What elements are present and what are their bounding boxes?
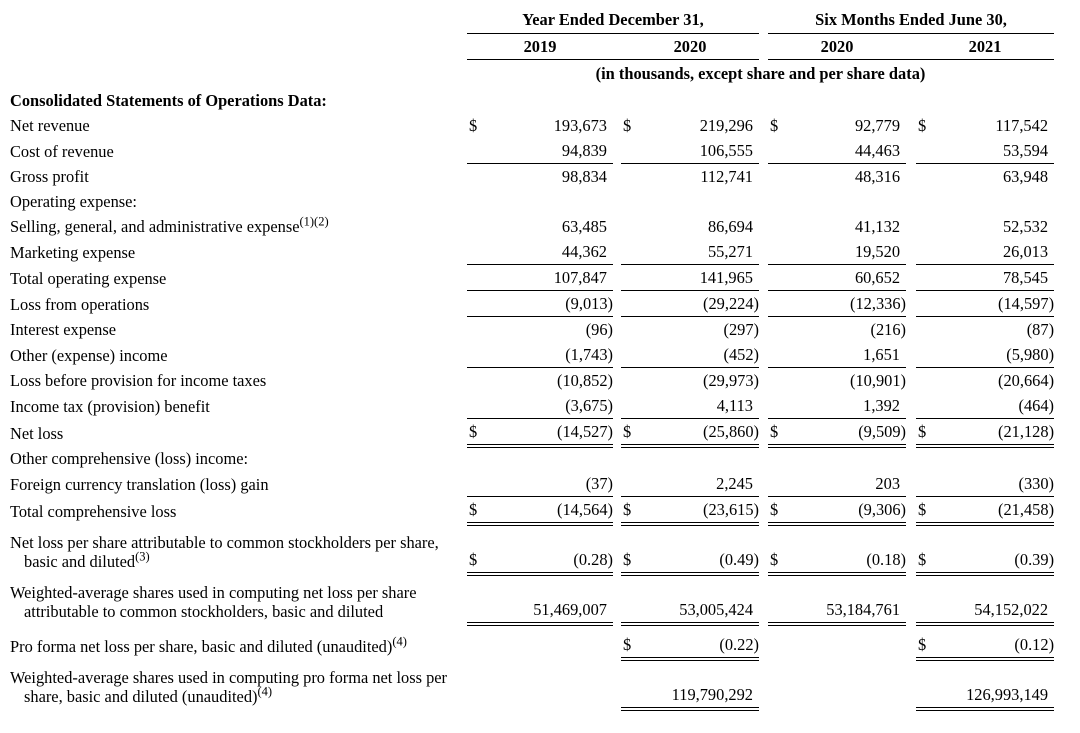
value-cell: 78,545	[940, 265, 1054, 291]
column-gap	[906, 239, 916, 265]
column-gap	[906, 342, 916, 368]
footnote-ref: (4)	[257, 684, 273, 699]
value-cell	[792, 624, 906, 659]
column-gap	[613, 624, 621, 659]
currency-symbol	[621, 659, 645, 709]
row-label: Marketing expense	[10, 242, 136, 262]
currency-symbol	[916, 317, 940, 343]
value-cell: 52,532	[1002, 217, 1049, 236]
footnote-ref: (3)	[135, 549, 150, 564]
value-cell: (9,509)	[792, 419, 906, 447]
year-column-header: 2021	[916, 34, 1054, 60]
currency-symbol	[768, 574, 792, 624]
value-cell: 41,132	[854, 217, 901, 236]
value-cell: 60,652	[792, 265, 906, 291]
row-label: Cost of revenue	[10, 141, 114, 161]
row-label: Loss from operations	[10, 294, 150, 314]
row-label: Foreign currency translation (loss) gain	[10, 474, 269, 494]
column-gap	[906, 497, 916, 525]
currency-symbol	[621, 291, 645, 317]
currency-symbol	[916, 368, 940, 394]
value-cell: (29,224)	[645, 291, 759, 317]
row-label: Operating expense:	[10, 192, 137, 211]
currency-symbol	[467, 317, 491, 343]
value-cell: 141,965	[645, 265, 759, 291]
table-row	[0, 164, 1054, 190]
row-label: Other (expense) income	[10, 345, 168, 365]
currency-symbol	[621, 138, 645, 164]
currency-symbol	[916, 342, 940, 368]
currency-symbol	[916, 471, 940, 497]
value-cell: (0.49)	[645, 524, 759, 574]
year-column-header: 2020	[621, 34, 759, 60]
currency-symbol	[768, 317, 792, 343]
currency-symbol: $	[918, 116, 927, 135]
column-gap	[613, 574, 621, 624]
section-title: Consolidated Statements of Operations Data:	[10, 91, 327, 110]
currency-symbol	[621, 214, 645, 239]
currency-symbol	[916, 393, 940, 419]
currency-symbol	[916, 138, 940, 164]
currency-symbol: $	[916, 497, 940, 525]
column-gap	[613, 393, 621, 419]
value-cell: 98,834	[561, 167, 607, 186]
column-gap	[613, 419, 621, 447]
currency-symbol	[916, 164, 940, 190]
column-gap	[906, 471, 916, 497]
table-row	[0, 624, 1054, 659]
currency-symbol	[916, 291, 940, 317]
currency-symbol	[621, 574, 645, 624]
row-label: Net loss	[10, 424, 64, 443]
table-row	[0, 291, 1054, 317]
value-cell: (21,458)	[940, 497, 1054, 525]
value-cell: 63,948	[1002, 167, 1049, 186]
value-cell: (29,973)	[703, 371, 760, 390]
year-column-header: 2019	[467, 34, 613, 60]
value-cell	[491, 659, 613, 709]
currency-symbol: $	[469, 116, 478, 135]
row-label: Weighted-average shares used in computing pro forma net loss per share, basic and diluted (unaudited)$^{(4)}$	[10, 668, 447, 706]
row-label: Interest expense	[10, 320, 117, 339]
value-cell: (9,306)	[792, 497, 906, 525]
currency-symbol	[467, 265, 491, 291]
row-label: Other comprehensive (loss) income:	[10, 449, 249, 468]
value-cell: (21,128)	[940, 419, 1054, 447]
column-gap	[906, 138, 916, 164]
column-gap	[759, 2, 768, 34]
currency-symbol	[768, 239, 792, 265]
column-gap	[759, 659, 768, 709]
value-cell	[491, 624, 613, 659]
column-gap	[906, 624, 916, 659]
table-row	[0, 574, 1054, 624]
column-gap	[759, 113, 768, 138]
table-row	[0, 524, 1054, 574]
table-row	[0, 138, 1054, 164]
table-row	[0, 446, 1054, 471]
empty-cells	[467, 446, 1054, 471]
value-cell: (14,564)	[491, 497, 613, 525]
row-label: Total operating expense	[10, 268, 167, 288]
currency-symbol: $	[621, 524, 645, 574]
column-gap	[613, 659, 621, 709]
value-cell: 92,779	[854, 116, 901, 135]
header-spacer	[0, 34, 467, 60]
currency-symbol: $	[621, 497, 645, 525]
column-gap	[906, 265, 916, 291]
value-cell: (452)	[645, 342, 759, 368]
footnote-ref: (1)(2)	[299, 214, 329, 229]
column-gap	[906, 214, 916, 239]
value-cell: 1,651	[792, 342, 906, 368]
value-cell: (330)	[940, 471, 1054, 497]
column-gap	[759, 291, 768, 317]
currency-symbol	[768, 214, 792, 239]
rows	[0, 88, 1054, 709]
currency-symbol	[621, 471, 645, 497]
currency-symbol	[467, 138, 491, 164]
value-cell: (37)	[491, 471, 613, 497]
value-cell: 63,485	[561, 217, 607, 236]
column-gap	[613, 164, 621, 190]
currency-symbol	[768, 265, 792, 291]
value-cell: 51,469,007	[491, 574, 613, 624]
currency-symbol	[768, 471, 792, 497]
currency-symbol: $	[623, 116, 632, 135]
units-note: (in thousands, except share and per share data)	[595, 64, 926, 83]
year-column-header: 2020	[768, 34, 906, 60]
table-row	[0, 368, 1054, 394]
currency-symbol	[621, 164, 645, 190]
value-cell: (14,527)	[491, 419, 613, 447]
column-gap	[613, 214, 621, 239]
footnote-ref: (4)	[392, 634, 407, 649]
currency-symbol	[621, 393, 645, 419]
currency-symbol: $	[916, 624, 940, 659]
column-gap	[613, 291, 621, 317]
column-gap	[759, 419, 768, 447]
value-cell	[792, 659, 906, 709]
currency-symbol: $	[467, 497, 491, 525]
column-gap	[906, 659, 916, 709]
table-row	[0, 88, 1054, 113]
row-label: Pro forma net loss per share, basic and diluted (unaudited)$^{(4)}$	[10, 634, 407, 656]
row-label: Net revenue	[10, 116, 90, 135]
value-cell: 53,005,424	[645, 574, 759, 624]
value-cell: 55,271	[645, 239, 759, 265]
column-gap	[906, 393, 916, 419]
currency-symbol: $	[467, 419, 491, 447]
value-cell: 119,790,292	[645, 659, 759, 709]
column-gap	[759, 393, 768, 419]
currency-symbol	[768, 624, 792, 659]
column-gap	[613, 113, 621, 138]
value-cell: 26,013	[940, 239, 1054, 265]
value-cell: 107,847	[491, 265, 613, 291]
column-gap	[759, 524, 768, 574]
row-label: Weighted-average shares used in computing net loss per share attributable to common stockholders, basic and diluted	[10, 583, 417, 621]
period-group-header-row	[0, 2, 1054, 34]
column-gap	[906, 524, 916, 574]
table-row	[0, 113, 1054, 138]
period-group-title: Six Months Ended June 30,	[768, 2, 1054, 34]
table-row	[0, 317, 1054, 343]
currency-symbol	[467, 368, 491, 394]
currency-symbol	[768, 368, 792, 394]
currency-symbol	[621, 368, 645, 394]
currency-symbol	[621, 342, 645, 368]
value-cell: 219,296	[699, 116, 754, 135]
column-gap	[759, 574, 768, 624]
currency-symbol: $	[621, 419, 645, 447]
value-cell: (96)	[585, 320, 613, 339]
value-cell: 44,463	[792, 138, 906, 164]
column-gap	[759, 265, 768, 291]
value-cell: (0.18)	[792, 524, 906, 574]
value-cell: 112,741	[700, 167, 754, 186]
currency-symbol	[768, 138, 792, 164]
column-gap	[613, 368, 621, 394]
column-gap	[613, 471, 621, 497]
value-cell: 126,993,149	[940, 659, 1054, 709]
value-cell: (14,597)	[940, 291, 1054, 317]
currency-symbol: $	[621, 624, 645, 659]
value-cell: 2,245	[645, 471, 759, 497]
currency-symbol	[467, 291, 491, 317]
currency-symbol	[768, 393, 792, 419]
currency-symbol	[916, 574, 940, 624]
column-gap	[759, 471, 768, 497]
column-gap	[613, 34, 621, 60]
row-label: Income tax (provision) benefit	[10, 396, 210, 416]
value-cell: (23,615)	[645, 497, 759, 525]
currency-symbol	[621, 317, 645, 343]
value-cell: (464)	[940, 393, 1054, 419]
table-row	[0, 497, 1054, 525]
empty-cells	[467, 189, 1054, 214]
table-row	[0, 265, 1054, 291]
value-cell: 4,113	[645, 393, 759, 419]
row-label: Gross profit	[10, 167, 89, 186]
value-cell: (20,664)	[998, 371, 1055, 390]
units-note-row	[0, 60, 1054, 89]
currency-symbol: $	[768, 419, 792, 447]
table-row	[0, 659, 1054, 709]
value-cell: (0.22)	[645, 624, 759, 659]
value-cell: (3,675)	[491, 393, 613, 419]
value-cell: (12,336)	[792, 291, 906, 317]
column-gap	[906, 419, 916, 447]
column-gap	[759, 497, 768, 525]
value-cell: (297)	[723, 320, 760, 339]
currency-symbol: $	[916, 419, 940, 447]
table-row	[0, 342, 1054, 368]
column-gap	[613, 138, 621, 164]
empty-cells	[467, 88, 1054, 113]
currency-symbol: $	[768, 524, 792, 574]
year-header-row	[0, 34, 1054, 60]
currency-symbol	[916, 214, 940, 239]
currency-symbol	[768, 659, 792, 709]
value-cell: (0.39)	[940, 524, 1054, 574]
column-gap	[759, 317, 768, 343]
value-cell: 1,392	[792, 393, 906, 419]
value-cell: (0.28)	[491, 524, 613, 574]
header-spacer	[0, 2, 467, 34]
currency-symbol	[467, 342, 491, 368]
value-cell: 117,542	[995, 116, 1049, 135]
column-gap	[613, 239, 621, 265]
currency-symbol	[768, 164, 792, 190]
value-cell: (1,743)	[491, 342, 613, 368]
column-gap	[906, 34, 916, 60]
value-cell: 106,555	[645, 138, 759, 164]
value-cell: 53,594	[940, 138, 1054, 164]
currency-symbol	[467, 164, 491, 190]
column-gap	[906, 574, 916, 624]
currency-symbol: $	[768, 497, 792, 525]
value-cell: (10,852)	[557, 371, 613, 390]
currency-symbol	[916, 659, 940, 709]
column-gap	[613, 317, 621, 343]
value-cell: 54,152,022	[940, 574, 1054, 624]
currency-symbol	[467, 471, 491, 497]
column-gap	[906, 368, 916, 394]
value-cell: 94,839	[491, 138, 613, 164]
column-gap	[906, 164, 916, 190]
column-gap	[906, 291, 916, 317]
currency-symbol	[768, 291, 792, 317]
currency-symbol: $	[916, 524, 940, 574]
column-gap	[759, 368, 768, 394]
row-label: Net loss per share attributable to common stockholders per share, basic and diluted$^{(3)}$	[10, 533, 439, 571]
period-group-title: Year Ended December 31,	[467, 2, 759, 34]
currency-symbol: $	[770, 116, 779, 135]
column-gap	[759, 214, 768, 239]
value-cell: (5,980)	[940, 342, 1054, 368]
table-row	[0, 471, 1054, 497]
currency-symbol	[467, 659, 491, 709]
currency-symbol	[621, 239, 645, 265]
column-gap	[906, 113, 916, 138]
column-gap	[613, 342, 621, 368]
currency-symbol	[467, 214, 491, 239]
column-gap	[759, 239, 768, 265]
column-gap	[613, 497, 621, 525]
currency-symbol	[467, 239, 491, 265]
table-row	[0, 239, 1054, 265]
currency-symbol	[621, 265, 645, 291]
table-row	[0, 393, 1054, 419]
currency-symbol	[467, 574, 491, 624]
value-cell: (10,901)	[850, 371, 907, 390]
table-row	[0, 214, 1054, 239]
column-gap	[613, 265, 621, 291]
value-cell: (9,013)	[491, 291, 613, 317]
value-cell: (87)	[1026, 320, 1055, 339]
currency-symbol	[467, 393, 491, 419]
column-gap	[613, 524, 621, 574]
currency-symbol	[467, 624, 491, 659]
currency-symbol	[768, 342, 792, 368]
column-gap	[759, 138, 768, 164]
table-row	[0, 419, 1054, 447]
column-gap	[759, 34, 768, 60]
row-label: Loss before provision for income taxes	[10, 371, 267, 390]
header-spacer	[0, 60, 467, 89]
value-cell: 86,694	[707, 217, 754, 236]
value-cell: 203	[792, 471, 906, 497]
column-gap	[906, 317, 916, 343]
row-label: Total comprehensive loss	[10, 502, 177, 521]
row-label: Selling, general, and administrative expense$^{(1)(2)}$	[10, 214, 329, 236]
value-cell: 19,520	[792, 239, 906, 265]
value-cell: (216)	[870, 320, 907, 339]
table-row	[0, 189, 1054, 214]
value-cell: (25,860)	[645, 419, 759, 447]
currency-symbol	[916, 265, 940, 291]
currency-symbol: $	[467, 524, 491, 574]
value-cell: (0.12)	[940, 624, 1054, 659]
column-gap	[759, 342, 768, 368]
value-cell: 48,316	[854, 167, 901, 186]
value-cell: 44,362	[491, 239, 613, 265]
column-gap	[759, 164, 768, 190]
value-cell: 53,184,761	[792, 574, 906, 624]
financial-table	[0, 2, 1054, 711]
column-gap	[759, 624, 768, 659]
currency-symbol	[916, 239, 940, 265]
value-cell: 193,673	[553, 116, 607, 135]
